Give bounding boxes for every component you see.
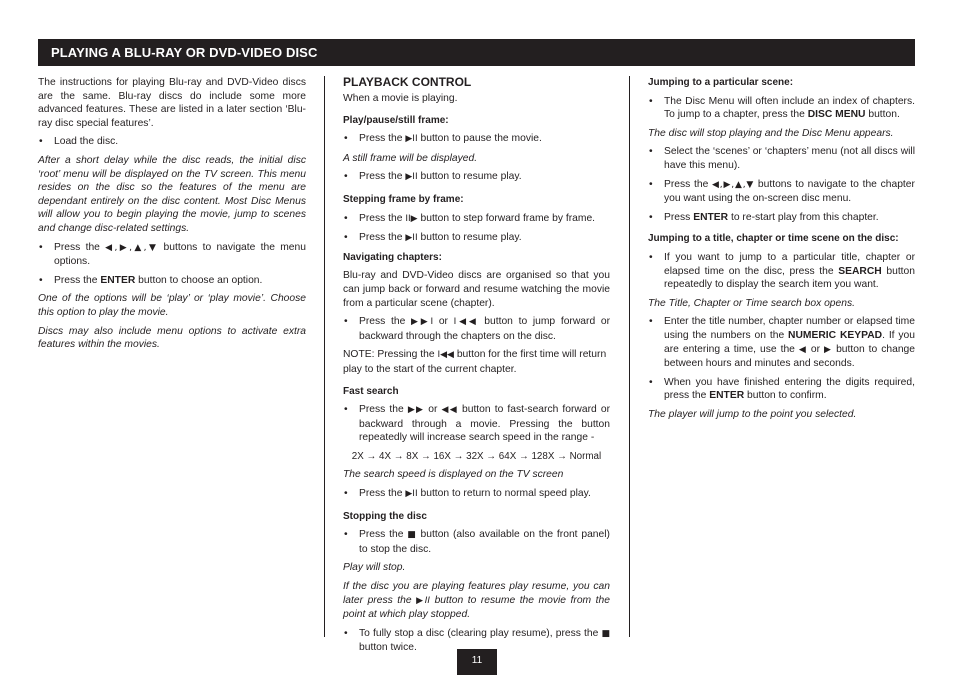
list-item: • Press the ▶II button to resume play.: [343, 231, 610, 246]
list-item: • The Disc Menu will often include an index of chapters. To jump to a chapter, press the DISC MENU button.: [648, 95, 915, 122]
list-item: • Press the ▶II button to resume play.: [343, 170, 610, 185]
play-stop-note: Play will stop.: [343, 562, 406, 574]
stop-icon: ■: [601, 628, 610, 639]
list-item: • Press the ◀,▶,▲,▼ buttons to navigate the menu options.: [38, 241, 306, 269]
disc-menu-key-label: DISC MENU: [807, 109, 866, 121]
list-item: • Press the ▶II button to pause the movie.: [343, 132, 610, 147]
enter-key-label: ENTER: [693, 211, 729, 223]
previous-chapter-icon: I◀◀: [453, 317, 479, 328]
load-list: [38, 135, 306, 149]
section-title: PLAYING A BLU-RAY OR DVD-VIDEO DISC: [51, 45, 318, 60]
jump-complete-note: The player will jump to the point you selected.: [648, 408, 857, 420]
extra-features-note: Discs may also include menu options to activate extra features within the movies.: [38, 325, 306, 351]
rewind-icon: ◀◀: [441, 405, 458, 416]
jump-title-heading: Jumping to a title, chapter or time scene on the disc:: [648, 233, 899, 245]
fast-search-heading: Fast search: [343, 385, 399, 397]
list-item: • Select the ‘scenes’ or ‘chapters’ menu (not all discs will have this menu).: [648, 145, 915, 172]
column-2: [343, 76, 610, 660]
play-pause-icon: ▶II: [416, 595, 431, 606]
jump-scene-heading: Jumping to a particular scene:: [648, 77, 794, 88]
page-number: 11: [457, 649, 497, 675]
play-pause-icon: ▶II: [405, 134, 418, 145]
column-1: [38, 76, 306, 357]
root-menu-note: After a short delay while the disc reads, the initial disc ‘root’ menu will be displayed on the TV screen. This menu resides on the disc so the features of the menu are dependant entirely on the disc content. Most Disc Menus will allow you to begin playing the movie, jump to scenes and change disc-related settings.: [38, 154, 306, 234]
chapters-paragraph: Blu-ray and DVD-Video discs are organised so that you can jump back or forward and resume watching the movie from a particular scene (chapter).: [343, 270, 610, 309]
list-item: • If you want to jump to a particular title, chapter or elapsed time on the disc, press the SEARCH button repeatedly to display the search item you want.: [648, 251, 915, 292]
when-playing-text: When a movie is playing.: [343, 93, 458, 104]
menu-list: [38, 241, 306, 288]
column-divider-1: [324, 76, 325, 637]
list-item: • Press the ▶▶I or I◀◀ button to jump forward or backward through the chapters on the disc.: [343, 315, 610, 343]
list-item: • Enter the title number, chapter number or elapsed time using the numbers on the NUMERIC KEYPAD. If you are entering a time, use the ◀ or ▶ button to change between hours and minutes and seconds.: [648, 315, 915, 370]
play-pause-icon: ▶II: [405, 172, 418, 183]
resume-note: If the disc you are playing features play resume, you can later press the ▶II button to resume the movie from the point at which play stopped.: [343, 581, 610, 621]
right-arrow-icon: ▶: [824, 344, 833, 355]
stepping-heading: Stepping frame by frame:: [343, 193, 464, 205]
column-3: [648, 76, 915, 426]
chapter-note: NOTE: Pressing the I◀◀ button for the first time will return play to the start of the current chapter.: [343, 349, 607, 375]
search-speed-note: The search speed is displayed on the TV screen: [343, 469, 564, 481]
fast-forward-icon: ▶▶: [407, 405, 425, 416]
speed-sequence: 2X → 4X → 8X → 16X → 32X → 64X → 128X → Normal: [351, 450, 602, 462]
arrow-keys-icon: ◀,▶,▲,▼: [105, 242, 159, 253]
play-pause-heading: Play/pause/still frame:: [343, 114, 449, 126]
list-item: • Press the ◀,▶,▲,▼ buttons to navigate to the chapter you want using the on-screen disc menu.: [648, 178, 915, 206]
navigating-chapters-heading: Navigating chapters:: [343, 251, 442, 263]
previous-chapter-icon: I◀◀: [437, 350, 454, 361]
enter-key-label: ENTER: [100, 274, 136, 286]
list-item: • Load the disc.: [38, 135, 306, 149]
intro-paragraph: The instructions for playing Blu-ray and DVD-Video discs are the same. Blu-ray discs do include some more advanced features. These are listed in a later section ‘Blu-ray disc special features’.: [38, 77, 306, 129]
play-pause-icon: ▶II: [405, 233, 418, 244]
list-item: • When you have finished entering the digits required, press the ENTER button to confirm.: [648, 376, 915, 403]
list-item: • Press the ▶II button to return to normal speed play.: [343, 487, 610, 502]
list-item: • To fully stop a disc (clearing play resume), press the ■ button twice.: [343, 627, 610, 655]
stopping-heading: Stopping the disc: [343, 510, 427, 522]
still-frame-note: A still frame will be displayed.: [343, 152, 478, 164]
list-item: • Press ENTER to re-start play from this chapter.: [648, 211, 915, 225]
list-item: • Press the ENTER button to choose an option.: [38, 274, 306, 288]
numeric-keypad-label: NUMERIC KEYPAD: [788, 329, 883, 341]
options-note: One of the options will be ‘play’ or ‘play movie’. Choose this option to play the movie.: [38, 293, 306, 318]
column-divider-2: [629, 76, 630, 637]
list-item: • Press the II▶ button to step forward frame by frame.: [343, 212, 610, 227]
arrow-keys-icon: ◀,▶,▲,▼: [712, 179, 755, 190]
left-arrow-icon: ◀: [798, 344, 807, 355]
stop-icon: ■: [407, 530, 417, 541]
enter-key-label: ENTER: [709, 390, 745, 402]
play-pause-icon: ▶II: [405, 489, 418, 500]
section-header: [38, 39, 915, 66]
list-item: • Press the ■ button (also available on the front panel) to stop the disc.: [343, 528, 610, 556]
list-item: • Press the ▶▶ or ◀◀ button to fast-search forward or backward through a movie. Pressing the button repeatedly will increase search speed in the range -: [343, 403, 610, 445]
disc-menu-note: The disc will stop playing and the Disc Menu appears.: [648, 127, 894, 139]
playback-control-heading: PLAYBACK CONTROL: [343, 75, 472, 89]
search-box-note: The Title, Chapter or Time search box opens.: [648, 297, 855, 309]
step-frame-icon: II▶: [405, 213, 418, 224]
search-key-label: SEARCH: [838, 265, 882, 277]
next-chapter-icon: ▶▶I: [411, 317, 434, 328]
